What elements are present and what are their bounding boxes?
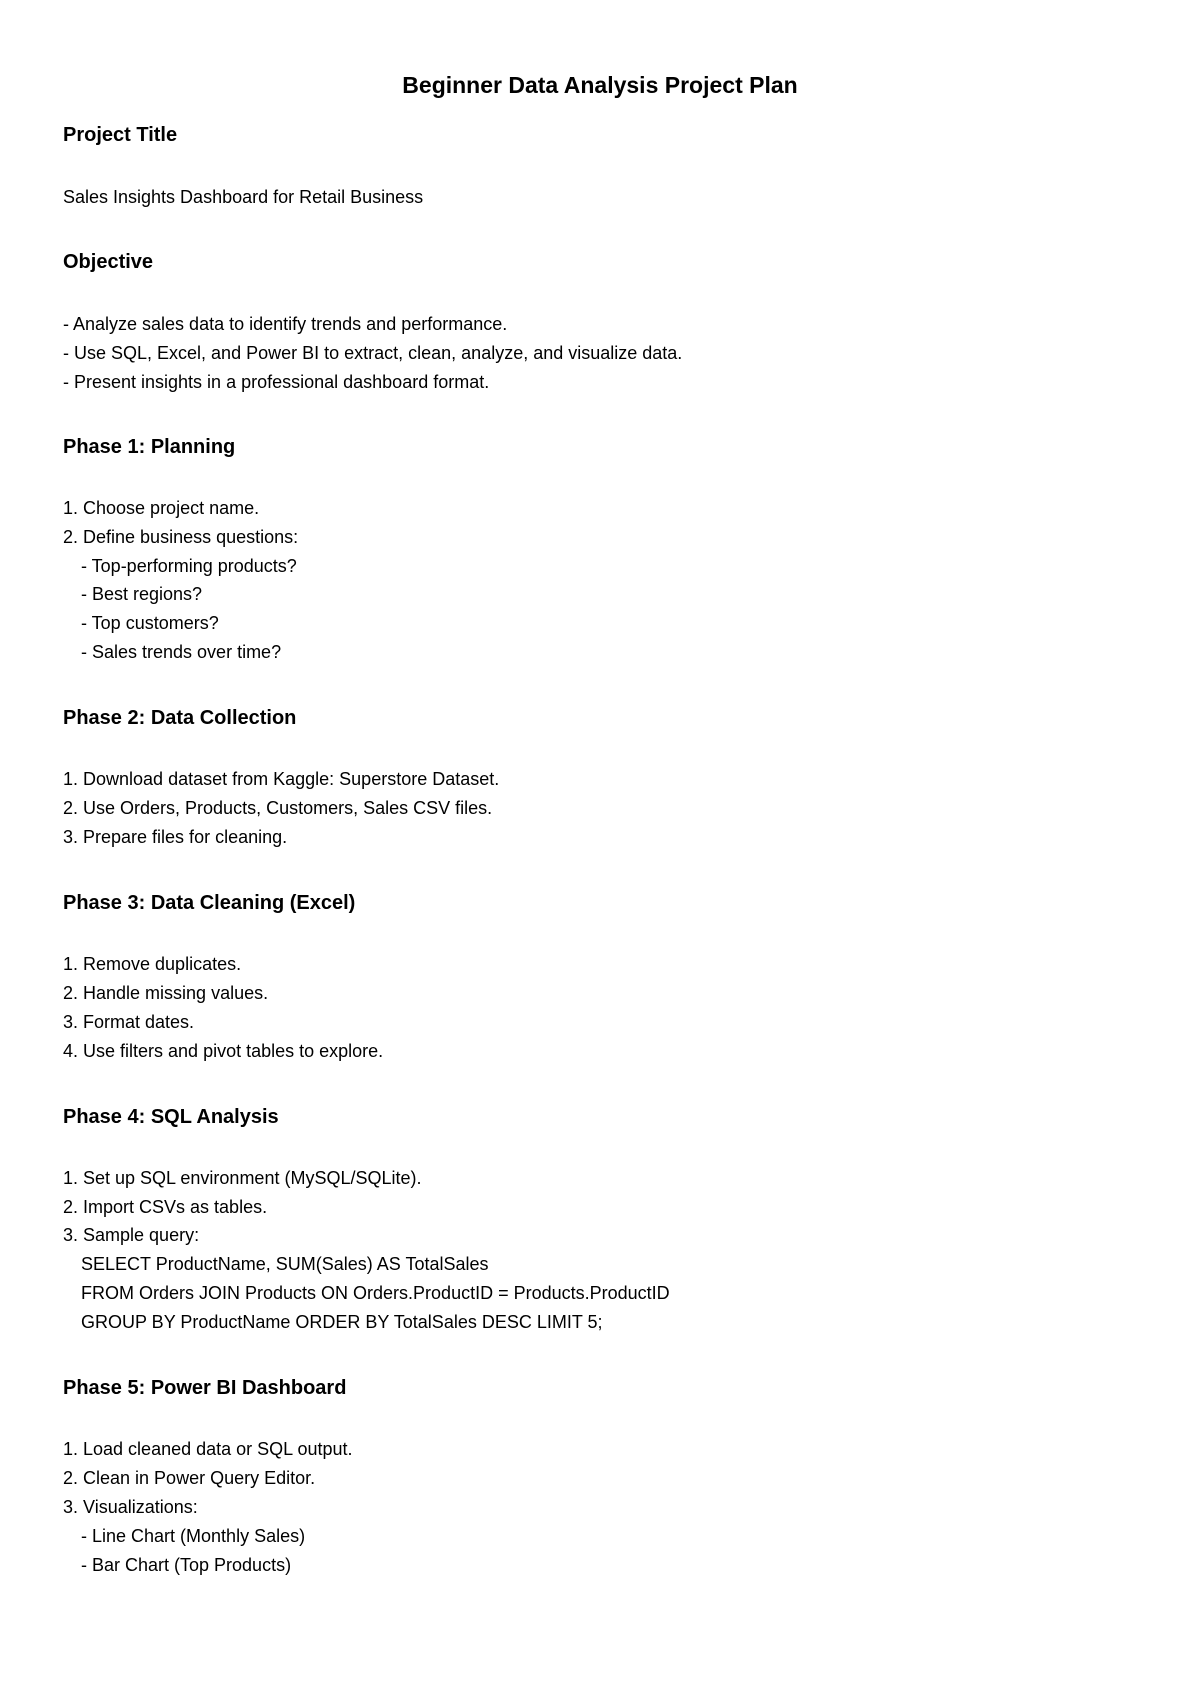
phase-1-question: - Best regions? xyxy=(81,584,203,604)
phase-4-step: 2. Import CSVs as tables. xyxy=(63,1197,268,1217)
phase-1-question: - Top-performing products? xyxy=(81,556,297,576)
sql-query-line: SELECT ProductName, SUM(Sales) AS TotalSales xyxy=(81,1254,489,1274)
phase-3-step: 4. Use filters and pivot tables to explore. xyxy=(63,1041,384,1061)
section-heading-phase-5: Phase 5: Power BI Dashboard xyxy=(63,1377,347,1399)
phase-2-step: 1. Download dataset from Kaggle: Superstore Dataset. xyxy=(63,769,500,789)
phase-5-step: 1. Load cleaned data or SQL output. xyxy=(63,1439,353,1459)
objective-item: - Analyze sales data to identify trends and performance. xyxy=(63,314,508,334)
phase-3-step: 3. Format dates. xyxy=(63,1012,195,1032)
section-heading-project-title: Project Title xyxy=(63,124,178,146)
phase-1-question: - Top customers? xyxy=(81,613,219,633)
objective-item: - Present insights in a professional dashboard format. xyxy=(63,372,490,392)
section-heading-phase-1: Phase 1: Planning xyxy=(63,436,236,458)
phase-5-visualization: - Line Chart (Monthly Sales) xyxy=(81,1526,306,1546)
phase-5-step: 2. Clean in Power Query Editor. xyxy=(63,1468,316,1488)
document-title: Beginner Data Analysis Project Plan xyxy=(402,72,798,98)
phase-3-step: 2. Handle missing values. xyxy=(63,983,269,1003)
phase-3-step: 1. Remove duplicates. xyxy=(63,954,242,974)
phase-2-step: 3. Prepare files for cleaning. xyxy=(63,827,288,847)
phase-2-step: 2. Use Orders, Products, Customers, Sales CSV files. xyxy=(63,798,493,818)
section-heading-phase-2: Phase 2: Data Collection xyxy=(63,707,297,729)
section-heading-phase-4: Phase 4: SQL Analysis xyxy=(63,1106,279,1128)
project-title-text: Sales Insights Dashboard for Retail Business xyxy=(63,187,424,207)
phase-1-step: 1. Choose project name. xyxy=(63,498,260,518)
sql-query-line: GROUP BY ProductName ORDER BY TotalSales DESC LIMIT 5; xyxy=(81,1312,603,1332)
phase-4-step: 3. Sample query: xyxy=(63,1225,200,1245)
phase-5-visualization: - Bar Chart (Top Products) xyxy=(81,1555,292,1575)
phase-5-step: 3. Visualizations: xyxy=(63,1497,198,1517)
phase-4-step: 1. Set up SQL environment (MySQL/SQLite). xyxy=(63,1168,422,1188)
sql-query-line: FROM Orders JOIN Products ON Orders.ProductID = Products.ProductID xyxy=(81,1283,670,1303)
objective-item: - Use SQL, Excel, and Power BI to extract, clean, analyze, and visualize data. xyxy=(63,343,683,363)
phase-1-step: 2. Define business questions: xyxy=(63,527,299,547)
phase-1-question: - Sales trends over time? xyxy=(81,642,282,662)
section-heading-objective: Objective xyxy=(63,251,154,273)
section-heading-phase-3: Phase 3: Data Cleaning (Excel) xyxy=(63,892,356,914)
